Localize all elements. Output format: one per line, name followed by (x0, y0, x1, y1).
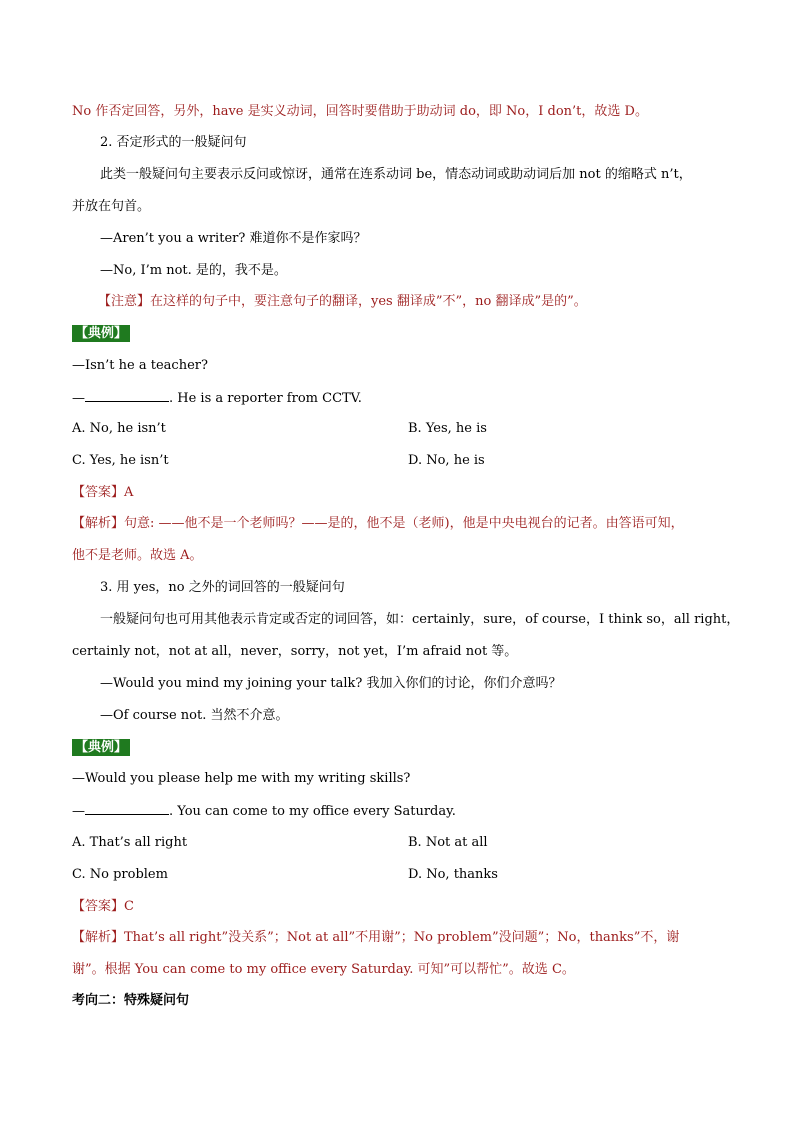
q2-analysis-line-1 (72, 930, 679, 946)
section-2-desc-line-1: 此类一般疑问句主要表示反问或惊讶，通常在连系动词 be，情态动词或助动词后加 not 的缩略式 n’t， (100, 167, 692, 182)
q2-answer-label: 【答案】 (72, 899, 125, 914)
example-3-answer: —Of course not. 当然不介意。 (100, 708, 289, 723)
q1-blank (85, 390, 169, 402)
q2-analysis-line-2: 谢”。根据 You can come to my office every Saturday. 可知”可以帮忙”。故选 C。 (72, 962, 575, 977)
section-3-heading: 3. 用 yes，no 之外的词回答的一般疑问句 (100, 580, 345, 595)
q2-answer-line (72, 803, 456, 820)
q1-analysis-label: 【解析】 (72, 516, 125, 531)
q1-answer (72, 485, 133, 501)
section-2-desc-line-2: 并放在句首。 (72, 199, 151, 214)
q1-answer-label: 【答案】 (72, 485, 125, 500)
q1-analysis-text-1: 句意: ——他不是一个老师吗？——是的，他不是（老师)，他是中央电视台的记者。由答语可知， (124, 516, 684, 531)
section-2-heading: 2. 否定形式的一般疑问句 (100, 135, 247, 150)
section-3-desc-line-2: certainly not，not at all，never，sorry，not yet，I’m afraid not 等。 (72, 644, 518, 659)
example-tag-2: 【典例】 (72, 739, 130, 756)
q2-answer (72, 899, 134, 915)
q1-option-d: D. No, he is (408, 453, 485, 468)
q2-option-a: A. That’s all right (72, 835, 188, 850)
note-2: 【注意】在这样的句子中，要注意句子的翻译，yes 翻译成”不”，no 翻译成”是的”。 (98, 294, 587, 309)
q1-question: —Isn’t he a teacher? (72, 358, 208, 373)
q2-question: —Would you please help me with my writing skills? (72, 771, 411, 786)
q2-blank (85, 803, 169, 815)
q1-answer-line (72, 390, 362, 407)
q1-answer-value: A (124, 485, 134, 500)
q1-answer-suffix: . He is a reporter from CCTV. (169, 391, 362, 406)
example-tag-1: 【典例】 (72, 325, 130, 342)
example-3-question: —Would you mind my joining your talk? 我加入你们的讨论，你们介意吗？ (100, 676, 562, 691)
q1-analysis-line-2: 他不是老师。故选 A。 (72, 548, 203, 563)
q2-option-c: C. No problem (72, 867, 168, 882)
example-2-answer: —No, I’m not. 是的，我不是。 (100, 263, 287, 278)
q2-answer-prefix: — (72, 804, 85, 819)
q2-option-b: B. Not at all (408, 835, 488, 850)
q2-analysis-label: 【解析】 (72, 930, 125, 945)
q2-answer-suffix: . You can come to my office every Saturday. (169, 804, 456, 819)
example-2-question: —Aren’t you a writer? 难道你不是作家吗？ (100, 231, 367, 246)
section-3-desc-line-1: 一般疑问句也可用其他表示肯定或否定的词回答，如：certainly，sure，of course，I think so，all right， (100, 612, 740, 627)
continued-analysis: No 作否定回答，另外，have 是实义动词，回答时要借助于助动词 do，即 No，I don’t，故选 D。 (72, 104, 648, 119)
q1-option-a: A. No, he isn’t (72, 421, 166, 436)
q1-answer-prefix: — (72, 391, 85, 406)
next-section-heading: 考向二：特殊疑问句 (72, 993, 190, 1008)
q1-option-c: C. Yes, he isn’t (72, 453, 169, 468)
q2-answer-value: C (124, 899, 134, 914)
q1-analysis-line-1 (72, 516, 684, 532)
q2-option-d: D. No, thanks (408, 867, 498, 882)
q1-option-b: B. Yes, he is (408, 421, 487, 436)
q2-analysis-text-1: That’s all right”没关系”；Not at all”不用谢”；No problem”没问题”；No，thanks”不，谢 (124, 930, 680, 945)
